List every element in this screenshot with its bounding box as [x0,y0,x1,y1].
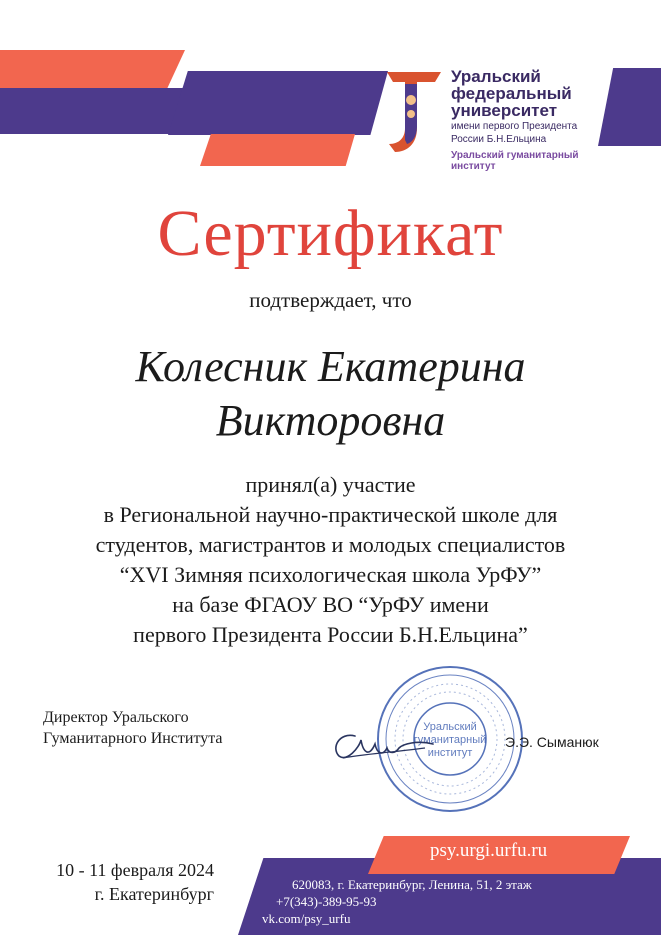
event-date [14,858,214,906]
director-line: Директор Уральского [43,709,189,726]
logo-sub-line: имени первого Президента [451,121,578,132]
recipient-name-line: Колесник Екатерина [135,342,526,391]
signer-name: Э.Э. Сыманюк [505,734,599,750]
logo-name-line: университет [451,101,558,120]
certificate-title: Сертификат [157,197,504,270]
city-line: г. Екатеринбург [94,884,214,904]
certificate-body [0,470,661,650]
contacts-block [262,876,532,927]
body-line: студентов, магистрантов и молодых специалистов [95,532,566,557]
signature-icon [325,718,435,768]
director-line: Гуманитарного Института [43,730,223,747]
body-line: “XVI Зимняя психологическая школа УрФУ” [119,562,542,587]
website-link[interactable]: psy.urgi.urfu.ru [430,840,548,861]
logo-sub-line: России Б.Н.Ельцина [451,134,547,145]
decor-band [168,71,388,135]
logo-name-line: федеральный [451,84,572,103]
address-text: 620083, г. Екатеринбург, Ленина, 51, 2 этаж [292,877,532,892]
decor-band [200,134,355,166]
stamp-text: Уральский [423,721,477,733]
phone-text: +7(343)-389-95-93 [276,894,377,909]
university-logo-icon [383,70,445,154]
body-line: в Региональной научно-практической школе для [103,502,558,527]
stamp-text: институт [427,747,473,759]
recipient-name-line: Викторовна [215,396,446,445]
logo-name-line: Уральский [451,67,541,86]
director-title [43,707,223,749]
stamp-text: гуманитарный [413,734,487,746]
body-line: принял(а) участие [245,472,416,497]
recipient-name [0,340,661,448]
body-line: первого Президента России Б.Н.Ельцина” [133,622,528,647]
decor-band [0,50,185,90]
confirms-text: подтверждает, что [249,288,412,312]
vk-link[interactable]: vk.com/psy_urfu [262,911,351,926]
date-line: 10 - 11 февраля 2024 [56,860,214,880]
university-logo-text [451,68,641,172]
logo-institute-line: Уральский гуманитарный [451,150,579,161]
logo-institute-line: институт [451,161,496,172]
body-line: на базе ФГАОУ ВО “УрФУ имени [172,592,489,617]
